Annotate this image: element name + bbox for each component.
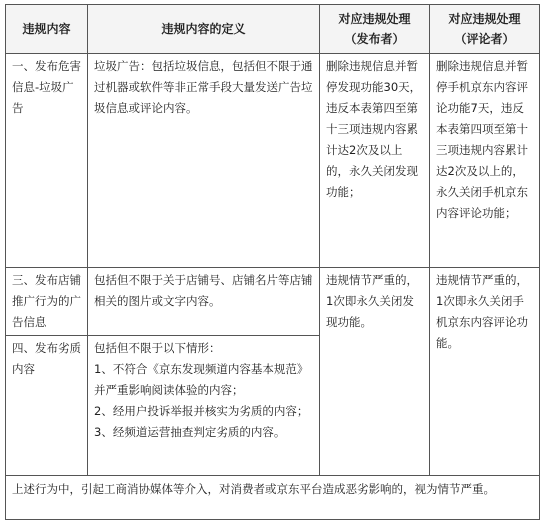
row-commenter-handling: 违规情节严重的，1次即永久关闭手机京东内容评论功能。 [430, 268, 540, 476]
header-publisher-handling: 对应违规处理 （发布者） [320, 5, 430, 54]
header-violation-content: 违规内容 [6, 5, 88, 54]
row-category: 四、发布劣质内容 [6, 336, 88, 476]
row-publisher-handling: 违规情节严重的，1次即永久关闭发现功能。 [320, 268, 430, 476]
row-commenter-handling: 删除违规信息并暂停手机京东内容评论功能7天，违反本表第四项至第十三项违规内容累计达2次及以上的，永久关闭手机京东内容评论功能； [430, 54, 540, 268]
definition-item: 1、不符合《京东发现频道内容基本规范》并严重影响阅读体验的内容； [94, 362, 309, 397]
header-definition: 违规内容的定义 [88, 5, 320, 54]
definition-item: 3、经频道运营抽查判定劣质的内容。 [94, 425, 286, 439]
table-row [6, 54, 540, 268]
row-definition: 包括但不限于关于店铺号、店铺名片等店铺相关的图片或文字内容。 [88, 268, 320, 336]
table-header-row [6, 5, 540, 54]
table-footer-row [6, 476, 540, 520]
row-publisher-handling: 删除违规信息并暂停发现功能30天，违反本表第四至第十三项违规内容累计达2次及以上的，永久关闭发现功能； [320, 54, 430, 268]
row-definition-list [88, 336, 320, 476]
definition-item: 2、经用户投诉举报并核实为劣质的内容； [94, 404, 309, 418]
definition-intro: 包括但不限于以下情形： [94, 341, 221, 355]
table-row [6, 268, 540, 336]
footer-note: 上述行为中，引起工商消协媒体等介入，对消费者或京东平台造成恶劣影响的，视为情节严重。 [6, 476, 540, 520]
row-category: 三、发布店铺推广行为的广告信息 [6, 268, 88, 336]
row-category: 一、发布危害信息-垃圾广告 [6, 54, 88, 268]
row-definition: 垃圾广告：包括垃圾信息，包括但不限于通过机器或软件等非正常手段大量发送广告垃圾信息或评论内容。 [88, 54, 320, 268]
header-commenter-handling: 对应违规处理 （评论者） [430, 5, 540, 54]
violation-policy-table [5, 4, 540, 520]
